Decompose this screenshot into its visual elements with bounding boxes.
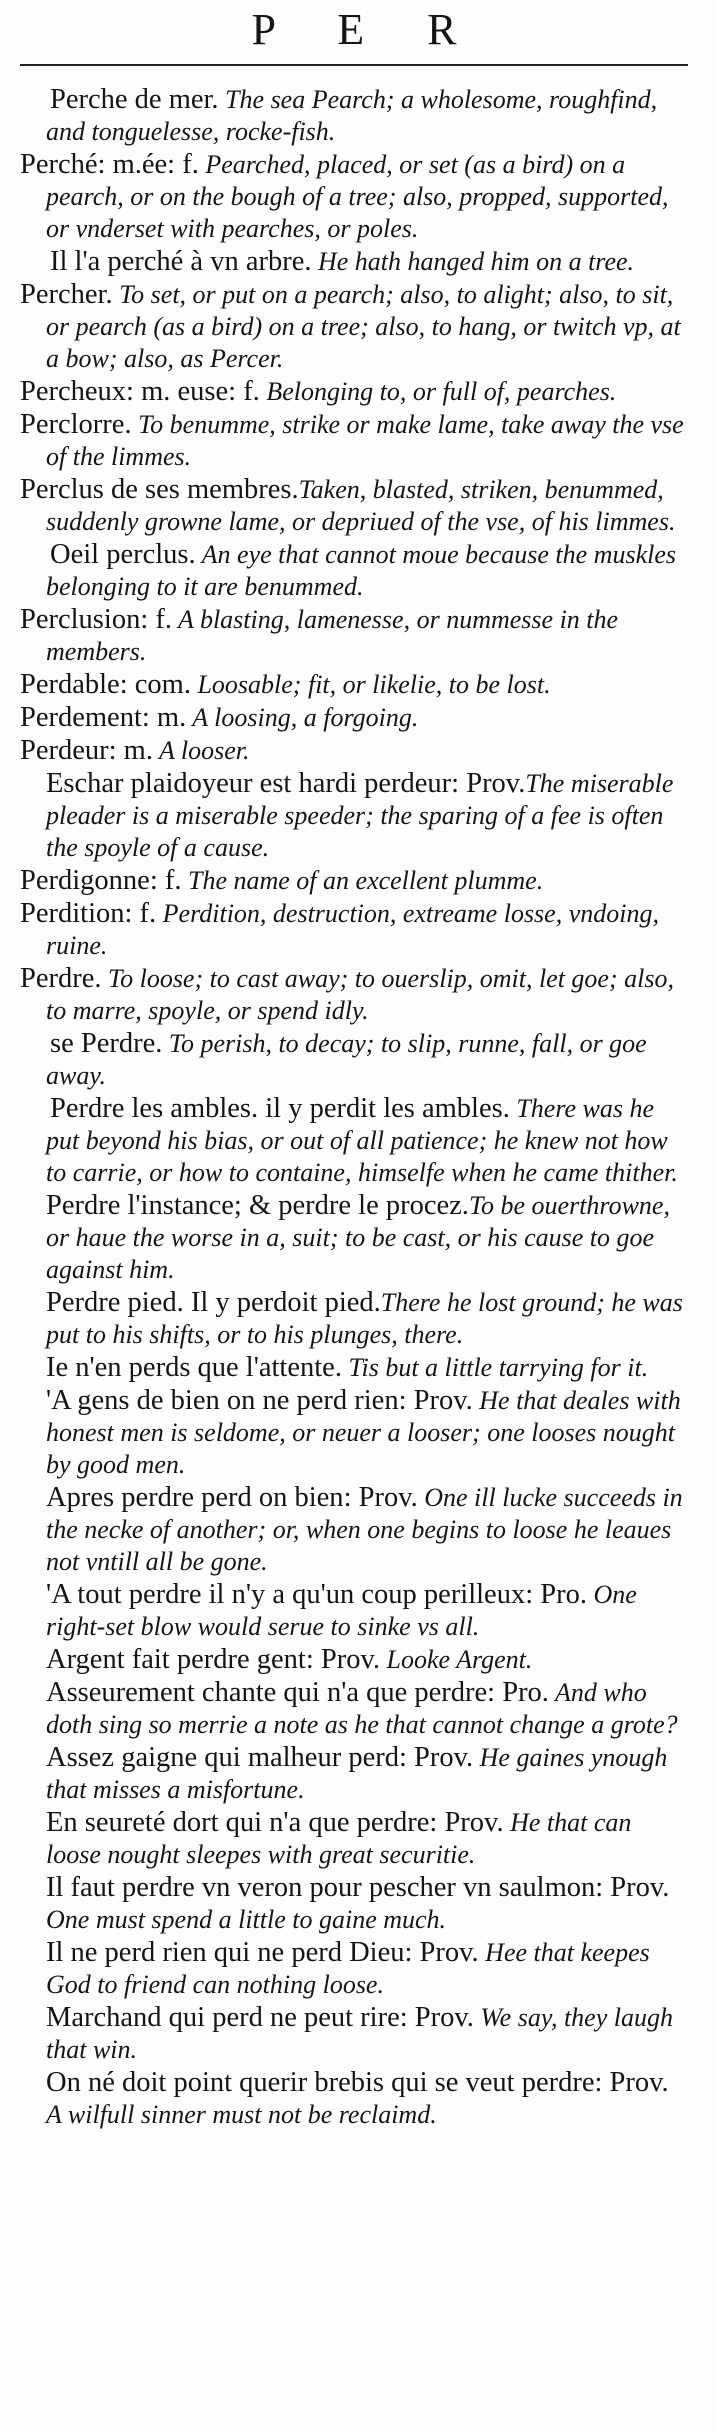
entry-headword: On né doit point querir brebis qui se veut perdre [46, 2067, 595, 2098]
entry-headword: Il ne perd rien qui ne perd Dieu [46, 1937, 405, 1968]
entry-definition: There was he put beyond his bias, or out of all patience; he knew not how to carrie, or how to containe, himselfe when he came thither. [46, 1094, 678, 1187]
entry-definition: To be ouerthrowne, or haue the worse in a, suit; to be cast, or his cause to goe against him. [46, 1191, 670, 1284]
entry-definition: The sea Pearch; a wholesome, roughfind, and tonguelesse, rocke-fish. [46, 85, 658, 146]
entry-grammar: : m. [108, 735, 153, 766]
entry-headword: Perclusion [20, 604, 141, 635]
dictionary-entry [20, 1937, 688, 2001]
entry-definition: One right-set blow would serue to sinke vs all. [46, 1580, 637, 1641]
entry-headword: En seureté dort qui n'a que perdre [46, 1807, 430, 1838]
dictionary-entry [20, 1482, 688, 1578]
entry-headword: Ie n'en perds que l'attente. [46, 1352, 342, 1383]
entry-headword: Perché [20, 149, 98, 180]
dictionary-entry [20, 2067, 688, 2131]
entry-headword: Perdre l'instance; & perdre le procez. [46, 1190, 469, 1221]
entry-headword: Perche de mer. [50, 84, 219, 115]
entry-grammar: : Pro. [525, 1579, 587, 1610]
dictionary-entry [20, 376, 688, 408]
entry-definition: To set, or put on a pearch; also, to alight; also, to sit, or pearch (as a bird) on a tree; also, to hang, or twitch vp, at a bow; also, as Percer. [46, 280, 681, 373]
dictionary-entry [20, 1352, 688, 1384]
entry-definition: To benumme, strike or make lame, take away the vse of the limmes. [46, 410, 684, 471]
dictionary-entry [20, 1644, 688, 1676]
entry-definition: Looke Argent. [380, 1645, 533, 1674]
entry-headword: Perdement [20, 702, 142, 733]
dictionary-entry [20, 1385, 688, 1481]
dictionary-entry [20, 768, 688, 864]
entry-headword: 'A tout perdre il n'y a qu'un coup perilleux [46, 1579, 526, 1610]
dictionary-entry [20, 279, 688, 375]
entry-grammar: : Prov. [398, 1385, 473, 1416]
entry-headword: Perdre pied. Il y perdoit pied. [46, 1287, 381, 1318]
entry-definition: The miserable pleader is a miserable speeder; the sparing of a fee is often the spoyle of a cause. [46, 769, 674, 862]
entry-headword: Eschar plaidoyeur est hardi perdeur [46, 768, 452, 799]
header-rule [20, 64, 688, 66]
entry-headword: Il faut perdre vn veron pour pescher vn saulmon [46, 1872, 596, 1903]
entry-definition: He hath hanged him on a tree. [311, 247, 635, 276]
entry-definition: A looser. [152, 736, 250, 765]
entry-definition: We say, they laugh that win. [46, 2003, 673, 2064]
entry-definition: An eye that cannot moue because the muskles belonging to it are benummed. [46, 540, 677, 601]
entry-grammar: : com. [119, 669, 191, 700]
entry-definition: To loose; to cast away; to ouerslip, omit, let goe; also, to marre, spoyle, or spend idly. [46, 964, 674, 1025]
dictionary-entry [20, 702, 688, 734]
dictionary-entry [20, 409, 688, 473]
entry-grammar: : Prov. [595, 1872, 670, 1903]
entry-headword: Percher. [20, 279, 113, 310]
dictionary-entry [20, 865, 688, 897]
dictionary-entry [20, 898, 688, 962]
entry-headword: Asseurement chante qui n'a que perdre [46, 1677, 488, 1708]
entry-grammar: : Prov. [594, 2067, 669, 2098]
entry-definition: Taken, blasted, striken, benummed, suddenly growne lame, or depriued of the vse, of his limmes. [46, 475, 676, 536]
entry-headword: Perdre. [20, 963, 102, 994]
dictionary-entry [20, 1677, 688, 1741]
page-header: P E R [251, 5, 483, 54]
entry-definition: One ill lucke succeeds in the necke of another; or, when one begins to loose he leaues not vntill all be gone. [46, 1483, 683, 1576]
entry-headword: Il l'a perché à vn arbre. [50, 246, 312, 277]
entry-grammar: : Prov. [343, 1482, 418, 1513]
entry-headword: Oeil perclus. [50, 539, 196, 570]
dictionary-entry [20, 1190, 688, 1286]
entry-grammar: : f. [124, 898, 157, 929]
dictionary-entry [20, 246, 688, 278]
entry-definition: Belonging to, or full of, pearches. [259, 377, 617, 406]
entry-headword: Perdable [20, 669, 120, 700]
entry-grammar: : Prov. [429, 1807, 504, 1838]
entry-headword: Perdigonne [20, 865, 150, 896]
entry-headword: Perdition [20, 898, 125, 929]
entry-headword: 'A gens de bien on ne perd rien [46, 1385, 399, 1416]
dictionary-entry [20, 963, 688, 1027]
entry-definition: Loosable; fit, or likelie, to be lost. [190, 670, 551, 699]
dictionary-entry [20, 1028, 688, 1092]
dictionary-entry [20, 1093, 688, 1189]
entry-grammar: : Prov. [404, 1937, 479, 1968]
dictionary-entry [20, 669, 688, 701]
entry-grammar: : Prov. [305, 1644, 380, 1675]
entry-definition: The name of an excellent plumme. [181, 866, 544, 895]
entry-definition: A wilfull sinner must not be reclaimd. [46, 2100, 437, 2129]
entry-definition: He that can loose nought sleepes with great securitie. [46, 1808, 632, 1869]
entry-grammar: : m.ée: f. [97, 149, 199, 180]
dictionary-entry [20, 84, 688, 148]
dictionary-entry [20, 149, 688, 245]
entry-definition: One must spend a little to gaine much. [46, 1905, 447, 1934]
entry-definition: Hee that keepes God to friend can nothing loose. [46, 1938, 650, 1999]
dictionary-entry [20, 1742, 688, 1806]
entry-grammar: : Prov. [399, 2002, 474, 2033]
dictionary-entry [20, 1579, 688, 1643]
dictionary-entry [20, 1807, 688, 1871]
entry-headword: Perclus de ses membres. [20, 474, 299, 505]
entry-headword: Argent fait perdre gent [46, 1644, 306, 1675]
entry-grammar: : m. [141, 702, 187, 733]
entry-definition: And who doth sing so merrie a note as he that cannot change a grote? [46, 1678, 678, 1739]
entry-headword: Perdre les ambles. il y perdit les ambles. [50, 1093, 510, 1124]
dictionary-entry [20, 735, 688, 767]
dictionary-entry [20, 539, 688, 603]
entry-headword: Perdeur [20, 735, 109, 766]
entry-grammar: : f. [140, 604, 172, 635]
entry-definition: Tis but a little tarrying for it. [341, 1353, 649, 1382]
dictionary-entry [20, 474, 688, 538]
entry-definition: He that deales with honest men is seldome, or neuer a looser; one looses nought by good men. [46, 1386, 681, 1479]
dictionary-entry [20, 1287, 688, 1351]
entry-grammar: : Prov. [451, 768, 526, 799]
entry-headword: Percheux [20, 376, 127, 407]
dictionary-entry [20, 1872, 688, 1936]
entry-definition: Pearched, placed, or set (as a bird) on a pearch, or on the bough of a tree; also, propped, supported, or vnderset with pearches, or poles. [46, 150, 669, 243]
entry-headword: Assez gaigne qui malheur perd [46, 1742, 399, 1773]
entry-definition: Perdition, destruction, extreame losse, vndoing, ruine. [46, 899, 659, 960]
entry-headword: se Perdre. [50, 1028, 163, 1059]
dictionary-entry [20, 2002, 688, 2066]
entry-grammar: : Prov. [398, 1742, 474, 1773]
entry-grammar: : m. euse: f. [126, 376, 260, 407]
entry-headword: Perclorre. [20, 409, 132, 440]
entry-definition: A blasting, lamenesse, or nummesse in the members. [46, 605, 619, 666]
entry-grammar: : Pro. [487, 1677, 549, 1708]
entry-definition: There he lost ground; he was put to his shifts, or to his plunges, there. [46, 1288, 683, 1349]
dictionary-entry [20, 604, 688, 668]
entry-grammar: : f. [149, 865, 182, 896]
entry-headword: Marchand qui perd ne peut rire [46, 2002, 400, 2033]
entry-definition: To perish, to decay; to slip, runne, fall, or goe away. [46, 1029, 647, 1090]
entry-definition: He gaines ynough that misses a misfortune. [46, 1743, 668, 1804]
entry-headword: Apres perdre perd on bien [46, 1482, 344, 1513]
entry-definition: A loosing, a forgoing. [186, 703, 419, 732]
entry-list [20, 84, 688, 2131]
